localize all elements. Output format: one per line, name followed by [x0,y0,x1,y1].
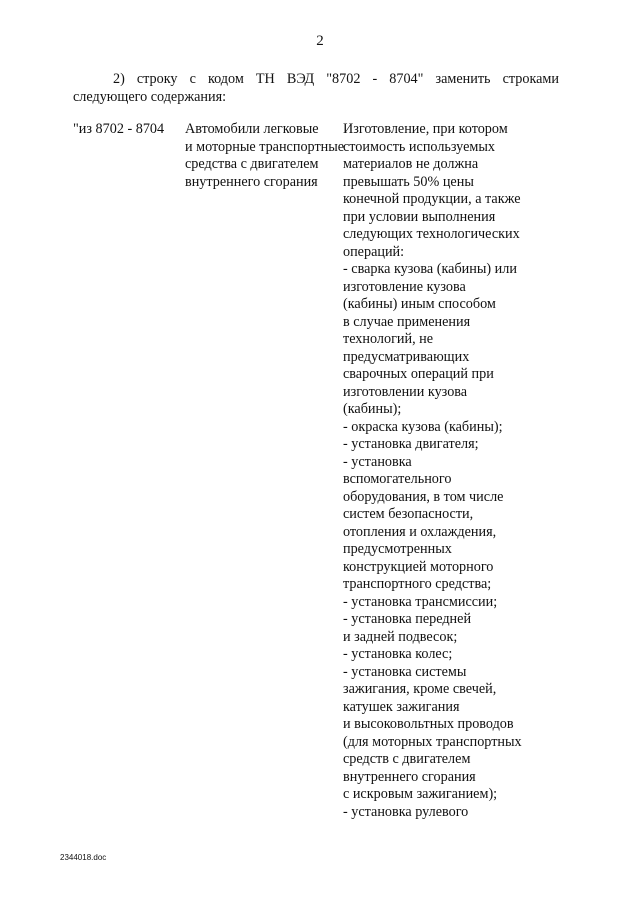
condition-line: систем безопасности, [343,506,474,522]
condition-line: конструкцией моторного [343,558,494,575]
condition-line: изготовление кузова [343,278,466,295]
condition-line: конечной продукции, а также [343,191,521,207]
condition-line: технологий, не [343,331,434,347]
file-name-footer: 2344018.doc [60,853,107,862]
intro-line-1: 2) строку с кодом ТН ВЭД "8702 - 8704" заменить строками [113,71,559,87]
condition-line: - установка системы [343,663,467,680]
condition-line: материалов не должна [343,156,479,172]
condition-line: отопления и охлаждения, [343,523,497,540]
condition-line: - установка [343,453,412,470]
condition-line: превышать 50% цены [343,173,474,190]
description-line: средства с двигателем [185,156,319,172]
condition-line: - установка двигателя; [343,436,479,452]
condition-line: при условии выполнения [343,208,496,225]
condition-line: - установка колес; [343,646,453,662]
condition-column [343,121,522,821]
condition-line: (для моторных транспортных [343,733,522,750]
condition-line: - установка передней [343,611,472,627]
description-line: Автомобили легковые [185,121,319,137]
description-line: внутреннего сгорания [185,173,318,190]
condition-line: стоимость используемых [343,138,495,155]
page-number: 2 [316,33,324,49]
intro-paragraph [73,70,559,106]
description-column [185,121,344,191]
condition-line: - сварка кузова (кабины) или [343,261,517,277]
description-line: и моторные транспортные [185,138,345,155]
condition-line: - окраска кузова (кабины); [343,418,503,435]
condition-line: вспомогательного [343,471,452,487]
intro-line-2: следующего содержания: [73,89,227,105]
condition-line: изготовлении кузова [343,383,468,400]
condition-line: в случае применения [343,313,471,330]
condition-line: - установка рулевого [343,803,469,820]
condition-line: оборудования, в том числе [343,488,504,505]
condition-line: (кабины); [343,401,402,417]
condition-line: внутреннего сгорания [343,768,476,785]
code-column [73,121,164,139]
tnved-code: "из 8702 - 8704 [73,121,165,137]
condition-line: предусмотренных [343,541,452,557]
condition-line: транспортного средства; [343,576,492,592]
condition-line: предусматривающих [343,348,470,365]
condition-line: средств с двигателем [343,751,471,767]
condition-line: катушек зажигания [343,698,460,715]
condition-line: (кабины) иным способом [343,296,496,312]
condition-line: и высоковольтных проводов [343,716,514,732]
condition-line: следующих технологических [343,226,520,242]
condition-line: операций: [343,243,405,260]
condition-line: Изготовление, при котором [343,121,508,137]
condition-line: зажигания, кроме свечей, [343,681,497,697]
condition-line: - установка трансмиссии; [343,593,498,610]
condition-line: с искровым зажиганием); [343,786,498,802]
condition-line: и задней подвесок; [343,628,458,645]
condition-line: сварочных операций при [343,366,494,382]
